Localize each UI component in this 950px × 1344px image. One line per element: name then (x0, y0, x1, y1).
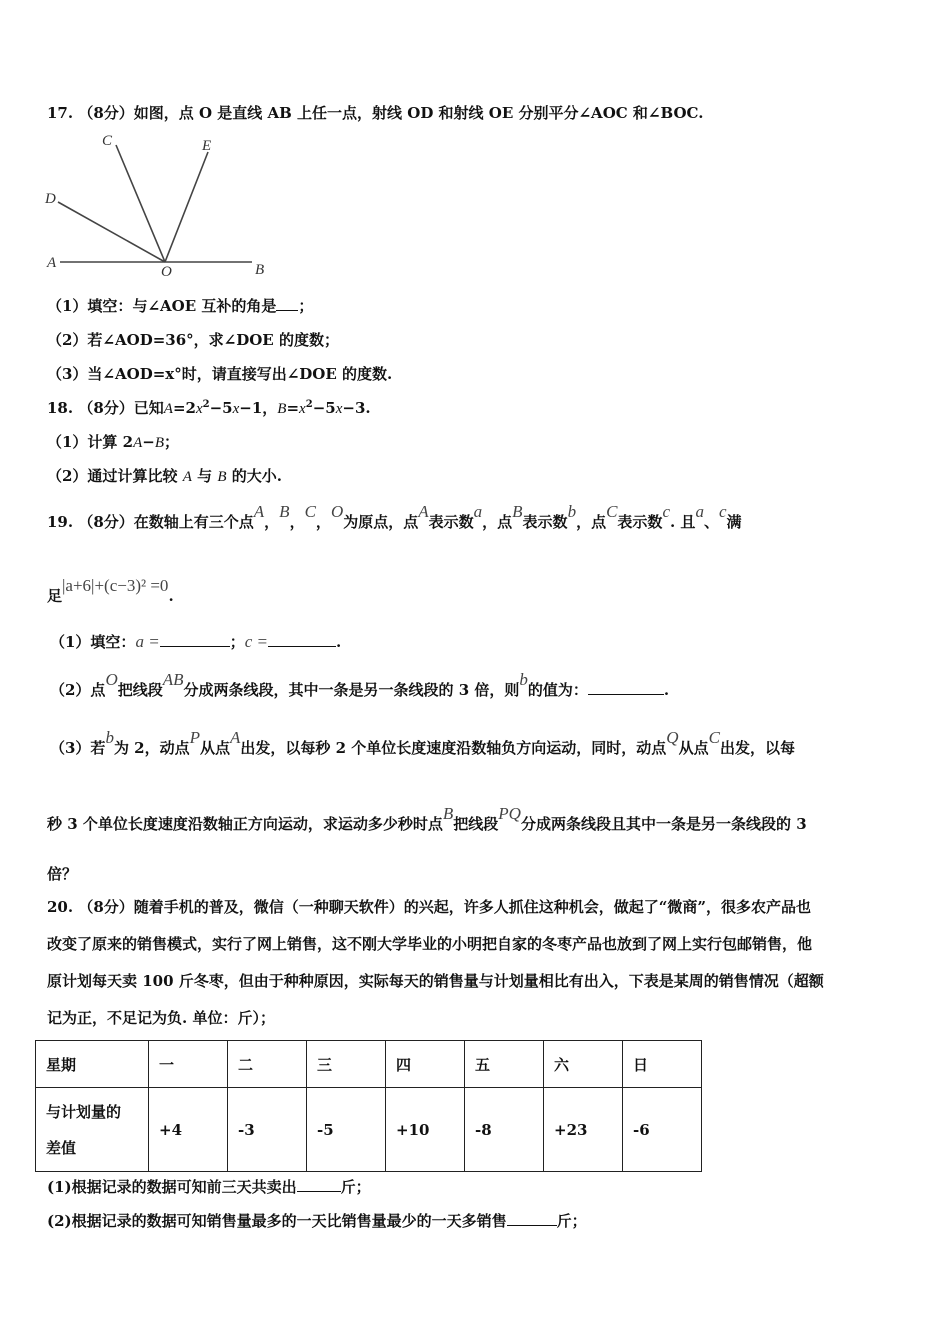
table-cell: -8 (465, 1088, 544, 1172)
table-cell: -6 (623, 1088, 702, 1172)
q17-stem: 17. （8分）如图，点 O 是直线 AB 上任一点，射线 OD 和射线 OE 分别平分∠AOC 和∠BOC. (47, 104, 704, 122)
q17-part3: （3）当∠AOD=x°时，请直接写出∠DOE 的度数. (47, 365, 393, 383)
q19-stem-line1: 19. （8分）在数轴上有三个点A，B，C，O为原点，点A表示数a，点B表示数b，点C表示数c. 且a、c满 (47, 502, 742, 531)
table-header-cell: 星期 (36, 1041, 149, 1088)
table-header-cell: 一 (149, 1041, 228, 1088)
label-D: D (45, 191, 56, 207)
table-cell: -5 (307, 1088, 386, 1172)
table-cell: +23 (544, 1088, 623, 1172)
q20-part2: (2)根据记录的数据可知销售量最多的一天比销售量最少的一天多销售 斤； (47, 1212, 587, 1230)
label-E: E (202, 138, 212, 154)
table-row (36, 1088, 702, 1172)
table-header-cell: 三 (307, 1041, 386, 1088)
q19-part3-line1: （3）若b为 2，动点P从点A出发，以每秒 2 个单位长度速度沿数轴负方向运动，同时，动点Q从点C出发，以每 (50, 728, 795, 757)
label-C: C (102, 133, 113, 149)
table-header-cell: 五 (465, 1041, 544, 1088)
q20-part1: (1)根据记录的数据可知前三天共卖出 斤； (47, 1178, 371, 1196)
q20-stem-line4: 记为正，不足记为负. 单位：斤）； (47, 1009, 275, 1027)
table-header-cell: 二 (228, 1041, 307, 1088)
table-cell: +4 (149, 1088, 228, 1172)
q18-part1: （1）计算 2A−B； (47, 433, 180, 451)
ray-OC (116, 145, 165, 262)
angle-figure (40, 128, 280, 280)
q20-stem-line2: 改变了原来的销售模式，实行了网上销售，这不刚大学毕业的小明把自家的冬枣产品也放到了网上实行包邮销售，他 (47, 935, 813, 953)
table-cell: +10 (386, 1088, 465, 1172)
table-header-row (36, 1041, 702, 1088)
q19-part3-line2: 秒 3 个单位长度速度沿数轴正方向运动，求运动多少秒时点B把线段PQ分成两条线段且其中一条是另一条线段的 3 (47, 804, 807, 833)
q17-part1: （1）填空：与∠AOE 互补的角是 ； (47, 297, 314, 315)
table-header-cell: 日 (623, 1041, 702, 1088)
label-O: O (161, 264, 172, 280)
q18-stem: 18. （8分）已知$A=2x^2-5x-1$，$B=x^2-5x-3$. (47, 399, 371, 417)
sales-table (35, 1040, 702, 1172)
table-cell: -3 (228, 1088, 307, 1172)
q18-part2: （2）通过计算比较 A 与 B 的大小. (47, 467, 282, 485)
q19-part1: （1）填空：a = ；c = . (50, 632, 342, 651)
q20-stem-line3: 原计划每天卖 100 斤冬枣，但由于种种原因，实际每天的销售量与计划量相比有出入，下表是某周的销售情况（超额 (47, 972, 824, 990)
label-A: A (47, 255, 57, 271)
ray-OD (58, 202, 165, 262)
q19-part2: （2）点O把线段AB分成两条线段，其中一条是另一条线段的 3 倍，则b的值为： . (50, 670, 670, 699)
label-B: B (255, 262, 265, 278)
table-header-cell: 四 (386, 1041, 465, 1088)
q20-stem-line1: 20. （8分）随着手机的普及，微信（一种聊天软件）的兴起，许多人抓住这种机会，做起了“微商”，很多农产品也 (47, 898, 812, 916)
q19-stem-line2: 足|a+6|+(c−3)² =0. (47, 576, 174, 605)
ray-OE (165, 152, 208, 262)
q19-part3-line3: 倍？ (47, 865, 78, 883)
q17-part2: （2）若∠AOD=36°，求∠DOE 的度数； (47, 331, 339, 349)
table-row-label: 与计划量的 差值 (36, 1088, 149, 1172)
table-header-cell: 六 (544, 1041, 623, 1088)
